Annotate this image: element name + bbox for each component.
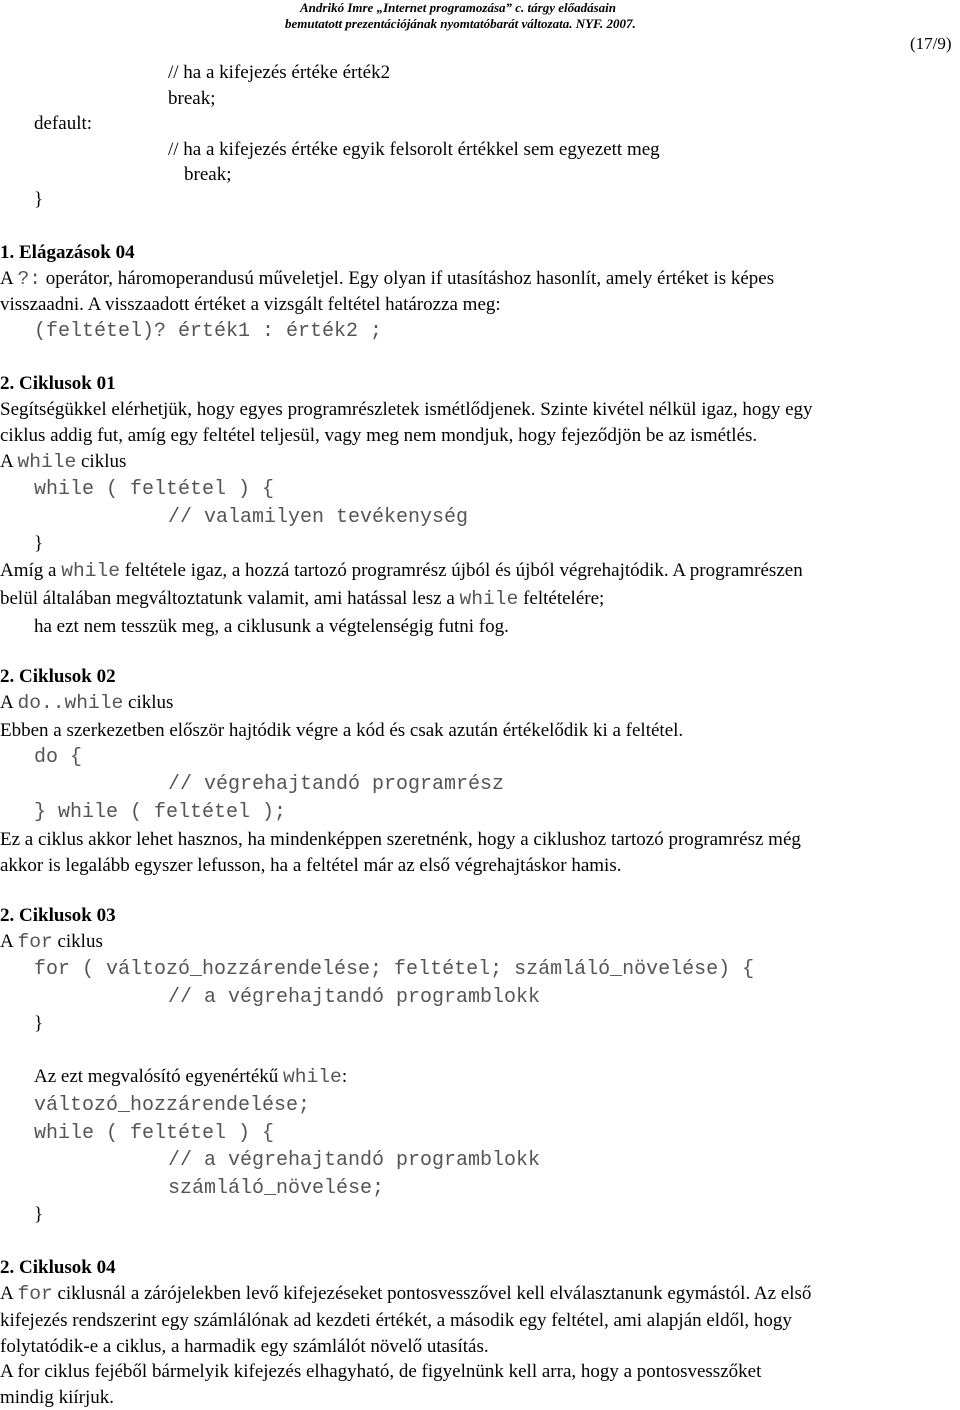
- code-line: do {: [34, 746, 83, 769]
- do-while-intro: [0, 692, 173, 714]
- text: ciklus: [52, 931, 103, 952]
- code-line: // valamilyen tevékenység: [168, 506, 469, 529]
- paragraph-line: [0, 1283, 811, 1305]
- paragraph-line: ha ezt nem tesszük meg, a ciklusunk a végtelenségig futni fog.: [34, 616, 509, 637]
- text: A: [0, 1283, 18, 1304]
- code-ternary: (feltétel)? érték1 : érték2 ;: [34, 320, 383, 343]
- inline-code-for: for: [17, 1283, 53, 1305]
- inline-code-for: for: [17, 931, 53, 953]
- text: A: [0, 692, 18, 713]
- text: Az ezt megvalósító egyenértékű: [34, 1066, 284, 1087]
- paragraph-line: kifejezés rendszerint egy számlálónak ad kezdeti értékét, a második egy feltétel, ami alapján eldől, hogy: [0, 1310, 792, 1331]
- ternary-paragraph-line-1: [0, 268, 774, 290]
- text: A: [0, 931, 18, 952]
- paragraph-line: akkor is legalább egyszer lefusson, ha a feltétel már az első végrehajtáskor hamis.: [0, 855, 622, 876]
- code-close-brace: }: [34, 533, 44, 554]
- paragraph-line: folytatódik-e a ciklus, a harmadik egy számlálót növelő utasítás.: [0, 1336, 489, 1357]
- paragraph-line: [0, 560, 803, 582]
- text: ciklus: [76, 451, 127, 472]
- for-intro: [0, 931, 103, 953]
- section-heading-ciklusok-01: 2. Ciklusok 01: [0, 373, 116, 394]
- code-close-brace: }: [34, 1204, 44, 1225]
- text: belül általában megváltoztatunk valamit, ami hatással lesz a: [0, 588, 460, 609]
- header-line-1: Andrikó Imre „Internet programozása” c. tárgy előadásain: [300, 0, 617, 15]
- ternary-paragraph-line-2: visszaadni. A visszaadott értéket a vizsgált feltétel határozza meg:: [0, 294, 501, 315]
- code-line: for ( változó_hozzárendelése; feltétel; számláló_növelése) {: [34, 958, 755, 981]
- paragraph-line: Segítségükkel elérhetjük, hogy egyes programrészletek ismétlődjenek. Szinte kivétel nélkül igaz, hogy egy: [0, 399, 813, 420]
- code-line: // végrehajtandó programrész: [168, 773, 505, 796]
- paragraph-line: Ebben a szerkezetben először hajtódik végre a kód és csak azután értékelődik ki a feltétel.: [0, 720, 684, 741]
- while-intro: [0, 451, 126, 473]
- inline-code-ternary: ?:: [17, 268, 41, 290]
- paragraph-line: [0, 588, 604, 610]
- inline-code-do-while: do..while: [17, 692, 124, 714]
- switch-close-brace: }: [34, 189, 44, 210]
- code-line: számláló_növelése;: [168, 1177, 385, 1200]
- text: Amíg a: [0, 560, 62, 581]
- inline-code-while: while: [17, 451, 77, 473]
- code-line: // a végrehajtandó programblokk: [168, 1149, 541, 1172]
- inline-code-while: while: [283, 1066, 342, 1088]
- equivalent-while-intro: [34, 1066, 347, 1088]
- break-statement-2: break;: [184, 164, 232, 185]
- break-statement-1: break;: [168, 88, 216, 109]
- text: ciklusnál a zárójelekben levő kifejezéseket pontosvesszővel kell elválasztanunk egymástól. Az első: [52, 1283, 812, 1304]
- text: ciklus: [123, 692, 174, 713]
- text: A: [0, 268, 18, 289]
- comment-default: // ha a kifejezés értéke egyik felsorolt értékkel sem egyezett meg: [168, 139, 660, 160]
- code-line: } while ( feltétel );: [34, 801, 287, 824]
- code-line: while ( feltétel ) {: [34, 478, 275, 501]
- paragraph-line: Ez a ciklus akkor lehet hasznos, ha mindenképpen szeretnénk, hogy a ciklushoz tartozó programrész még: [0, 829, 801, 850]
- section-heading-ciklusok-02: 2. Ciklusok 02: [0, 666, 116, 687]
- paragraph-line: ciklus addig fut, amíg egy feltétel teljesül, vagy meg nem mondjuk, hogy fejeződjön be az ismétlés.: [0, 425, 758, 446]
- section-heading-ciklusok-03: 2. Ciklusok 03: [0, 905, 116, 926]
- code-line: while ( feltétel ) {: [34, 1122, 275, 1145]
- comment-value2: // ha a kifejezés értéke érték2: [168, 62, 391, 83]
- inline-code-while: while: [459, 588, 519, 610]
- text: feltételére;: [518, 588, 605, 609]
- header-line-2: bemutatott prezentációjának nyomtatóbarát változata. NYF. 2007.: [285, 16, 636, 31]
- section-heading-ciklusok-04: 2. Ciklusok 04: [0, 1257, 116, 1278]
- page-number: (17/9): [910, 34, 952, 53]
- default-label: default:: [34, 113, 93, 134]
- inline-code-while: while: [61, 560, 121, 582]
- section-heading-elagazasok-04: 1. Elágazások 04: [0, 242, 135, 263]
- paragraph-line: mindig kiírjuk.: [0, 1387, 114, 1408]
- code-close-brace: }: [34, 1013, 44, 1034]
- code-line: // a végrehajtandó programblokk: [168, 986, 541, 1009]
- paragraph-line: A for ciklus fejéből bármelyik kifejezés elhagyható, de figyelnünk kell arra, hogy a pontosvesszőket: [0, 1361, 762, 1382]
- text: operátor, háromoperandusú műveletjel. Egy olyan if utasításhoz hasonlít, amely értéket is képes: [40, 268, 775, 289]
- text: :: [341, 1066, 348, 1087]
- code-line: változó_hozzárendelése;: [34, 1094, 311, 1117]
- text: feltétele igaz, a hozzá tartozó programrész újból és újból végrehajtódik. A programrészen: [120, 560, 803, 581]
- text: A: [0, 451, 18, 472]
